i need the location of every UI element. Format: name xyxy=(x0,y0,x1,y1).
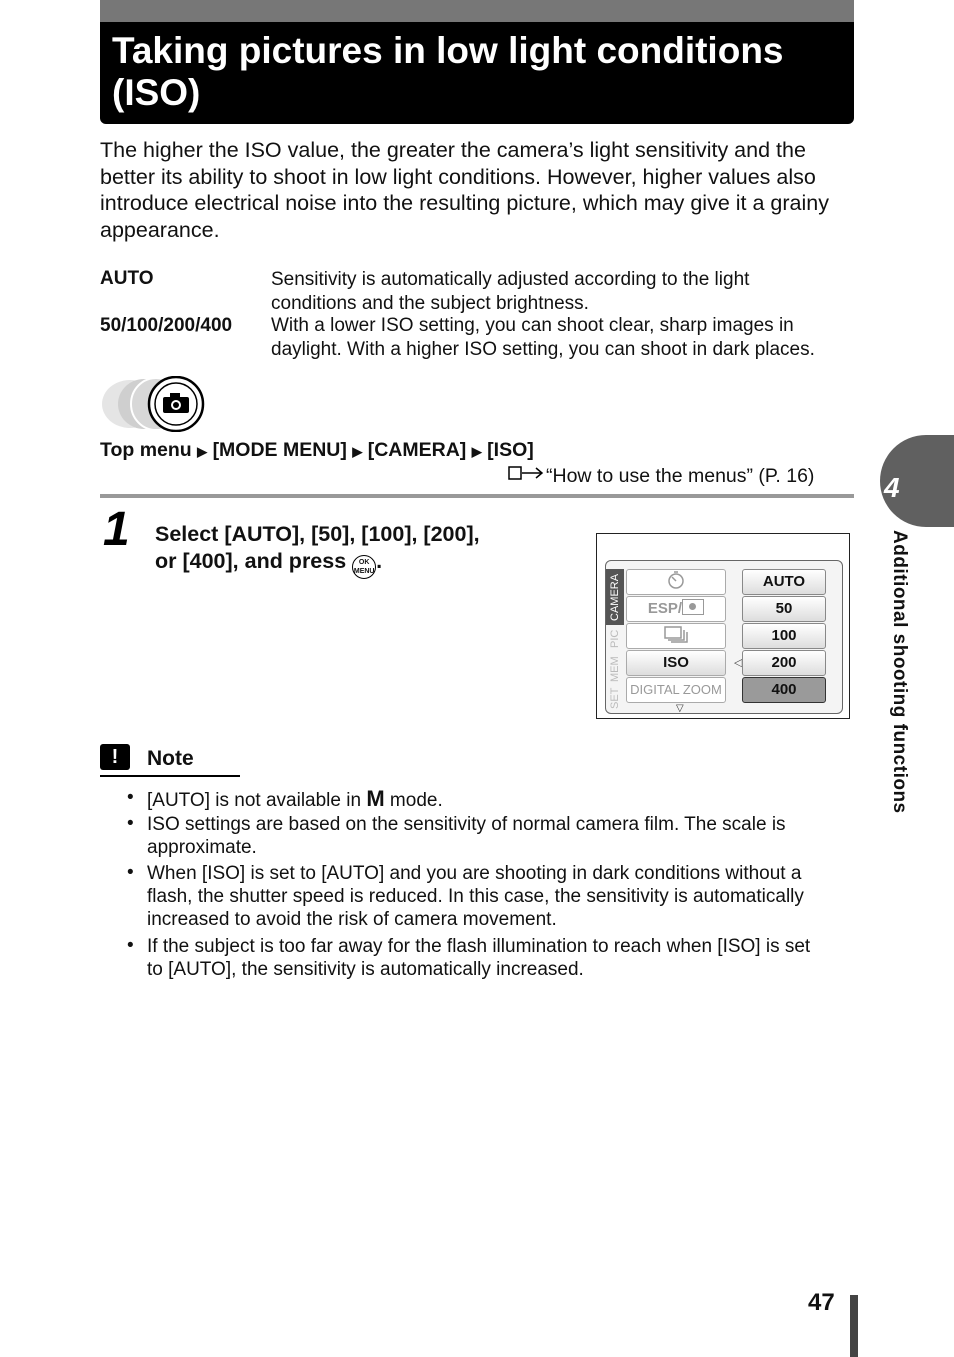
note-item-1-pre: [AUTO] is not available in xyxy=(147,790,362,811)
step-number: 1 xyxy=(103,503,130,556)
step-instruction-line-2-text: or [400], and press xyxy=(155,549,347,573)
sequential-shooting-icon xyxy=(663,624,689,644)
iso-option-50: 50 xyxy=(742,596,826,622)
page-number: 47 xyxy=(808,1289,835,1316)
menu-path-iso: [ISO] xyxy=(487,439,534,461)
self-timer-icon xyxy=(666,570,686,590)
menu-path xyxy=(100,439,534,462)
term-iso-values: 50/100/200/400 xyxy=(100,315,233,336)
chapter-label: Additional shooting functions xyxy=(889,530,910,814)
tab-pic: PIC xyxy=(609,629,621,649)
arrow-right-icon: ▶ xyxy=(471,444,482,459)
definition-iso-values-line-2: daylight. With a higher ISO setting, you can shoot in dark places. xyxy=(271,338,815,360)
reference-text: “How to use the menus” (P. 16) xyxy=(546,465,815,487)
definition-iso-values xyxy=(271,314,861,361)
note-item-3-line-3: increased to avoid the risk of camera movement. xyxy=(147,909,557,930)
note-underline xyxy=(100,775,240,777)
step-instruction xyxy=(155,521,555,579)
menu-item-drive xyxy=(626,623,726,649)
term-auto: AUTO xyxy=(100,268,154,289)
scroll-down-icon: ▽ xyxy=(676,703,684,714)
intro-paragraph: The higher the ISO value, the greater the camera’s light sensitivity and the better its ability to shoot in low light conditions. However, higher values also introduce electrical noise into the resulting picture, which may give it a grainy appearance. xyxy=(100,138,829,242)
bullet-icon: • xyxy=(127,813,134,834)
note-item-3-line-2: flash, the shutter speed is reduced. In this case, the sensitivity is automatically xyxy=(147,886,804,907)
page-title xyxy=(112,30,847,114)
step-instruction-line-2: or [400], and press OK MENU. xyxy=(155,548,555,579)
note-item-2-line-2: approximate. xyxy=(147,837,257,858)
iso-option-400-selected: 400 xyxy=(742,677,826,703)
note-item-2 xyxy=(147,813,852,859)
menu-label: MENU xyxy=(353,568,375,575)
menu-item-metering xyxy=(626,596,726,622)
definition-iso-values-line-1: With a lower ISO setting, you can shoot clear, sharp images in xyxy=(271,315,794,336)
page-title-line-1: Taking pictures in low light conditions xyxy=(112,30,784,71)
bullet-icon: • xyxy=(127,935,134,956)
iso-option-200: 200 xyxy=(742,650,826,676)
menu-item-digital-zoom: DIGITAL ZOOM xyxy=(626,677,726,703)
camera-mode-icon xyxy=(100,376,214,432)
menu-path-mode: [MODE MENU] xyxy=(212,439,347,461)
pointer-left-icon: ◁ xyxy=(734,657,743,669)
bullet-icon: • xyxy=(127,787,134,808)
note-item-3-line-1: When [ISO] is set to [AUTO] and you are shooting in dark conditions without a xyxy=(147,863,802,884)
title-banner xyxy=(100,0,854,124)
note-item-2-line-1: ISO settings are based on the sensitivity of normal camera film. The scale is xyxy=(147,814,786,835)
menu-path-top: Top menu xyxy=(100,439,192,461)
page-title-line-2: (ISO) xyxy=(112,72,201,113)
reference-icon xyxy=(508,464,546,488)
divider xyxy=(100,494,854,498)
menu-panel xyxy=(605,560,843,714)
arrow-right-icon: ▶ xyxy=(352,444,363,459)
iso-option-auto: AUTO xyxy=(742,569,826,595)
menu-item-iso: ISO xyxy=(626,650,726,676)
chapter-number: 4 xyxy=(884,472,900,503)
note-item-1-post: mode. xyxy=(389,790,443,811)
title-stripe xyxy=(100,0,854,22)
tab-set: SET xyxy=(609,687,621,709)
reference-link xyxy=(508,464,814,488)
ok-label: OK xyxy=(358,559,370,566)
definition-auto-line-2: conditions and the subject brightness. xyxy=(271,292,589,314)
arrow-right-icon: ▶ xyxy=(197,444,208,459)
menu-item-self-timer xyxy=(626,569,726,595)
ok-menu-button-icon xyxy=(352,555,376,579)
bullet-icon: • xyxy=(127,862,134,883)
metering-label: ESP/ xyxy=(647,600,683,617)
page-edge-bar xyxy=(850,1295,858,1357)
step-instruction-line-1: Select [AUTO], [50], [100], [200], xyxy=(155,522,480,546)
menu-path-camera: [CAMERA] xyxy=(367,439,467,461)
definition-auto-line-1: Sensitivity is automatically adjusted according to the light xyxy=(271,269,750,290)
note-item-1 xyxy=(147,787,852,812)
spot-metering-icon xyxy=(682,599,704,615)
note-item-4-line-2: to [AUTO], the sensitivity is automatically increased. xyxy=(147,959,584,980)
camera-menu-screen xyxy=(596,533,850,719)
tab-mem: MEM xyxy=(609,656,621,682)
note-item-3 xyxy=(147,862,852,931)
note-heading: Note xyxy=(147,747,194,770)
manual-mode-icon: M xyxy=(366,786,385,811)
definition-auto xyxy=(271,268,861,315)
note-item-4-line-1: If the subject is too far away for the flash illumination to reach when [ISO] is set xyxy=(147,936,811,957)
tab-camera: CAMERA xyxy=(606,569,624,625)
note-item-4 xyxy=(147,935,852,981)
iso-option-100: 100 xyxy=(742,623,826,649)
note-alert-icon: ! xyxy=(100,744,130,770)
